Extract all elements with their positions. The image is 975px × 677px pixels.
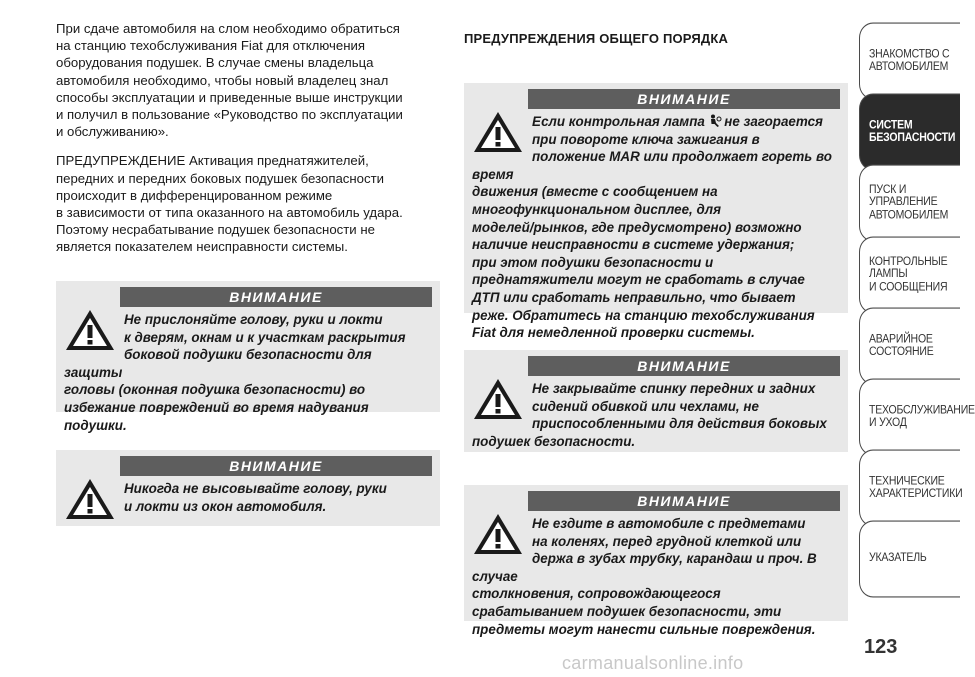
warning-triangle-icon — [472, 109, 524, 155]
warning-header: ВНИМАНИЕ — [120, 287, 432, 307]
warning-box-window — [56, 450, 440, 526]
warning-text — [472, 113, 840, 342]
warning-box-objects — [464, 485, 848, 637]
warning-box-lamp — [464, 83, 848, 341]
chapter-tabs — [859, 26, 975, 596]
warning-text: Не закрывайте спинку передних и задних сидений обивкой или чехлами, не приспособленными для действия боковых подушек безопасности. — [472, 381, 827, 449]
tab-maintenance[interactable]: ТЕХОБСЛУЖИВАНИЕ И УХОД — [859, 378, 960, 455]
warning-header: ВНИМАНИЕ — [120, 456, 432, 476]
tab-starting-driving[interactable]: ПУСК И УПРАВЛЕНИЕ АВТОМОБИЛЕМ — [859, 165, 960, 242]
tab-specifications[interactable]: ТЕХНИЧЕСКИЕ ХАРАКТЕРИСТИКИ — [859, 450, 960, 527]
warning-box-seats — [464, 350, 848, 452]
scrap-paragraph: При сдаче автомобиля на слом необходимо обратиться на станцию техобслуживания Fiat для отключения оборудования подушек. В случае смены владельца автомобиля необходимо, чтобы новый владелец знал способы эксплуатации и приведенные выше инструкции и получил в пользование «Руководство по эксплуатации и обслуживанию». — [56, 21, 403, 140]
right-column — [464, 20, 848, 47]
warning-text: Не прислоняйте голову, руки и локти к дверям, окнам и к участкам раскрытия боковой подушки безопасности для защиты головы (оконная подушка безопасности) во избежание повреждений во время надувания подушки. — [64, 312, 406, 433]
warning-header: ВНИМАНИЕ — [528, 89, 840, 109]
warning-text: Никогда не высовывайте голову, руки и локти из окон автомобиля. — [124, 481, 387, 514]
tab-emergency[interactable]: АВАРИЙНОЕ СОСТОЯНИЕ — [859, 307, 960, 384]
tab-safety[interactable]: СИСТЕМ БЕЗОПАСНОСТИ — [859, 94, 960, 171]
warning-header: ВНИМАНИЕ — [528, 356, 840, 376]
warning-box-lean — [56, 281, 440, 433]
warning-text-end: не загорается при повороте ключа зажигания в положение MAR или продолжает гореть во время движения (вместе с сообщением на многофункциональном дисплее, для моделей/рынков, где предусмотрено) возможно наличие неисправности в системе удержания; при этом подушки безопасности и преднатяжители могут не сработать в случае ДТП или сработать неправильно, что бывает реже. Обратитесь на станцию техобслуживания Fiat для немедленной проверки системы. — [472, 114, 832, 341]
warning-triangle-icon — [472, 376, 524, 422]
tab-warning-lights[interactable]: КОНТРОЛЬНЫЕ ЛАМПЫ И СООБЩЕНИЯ — [859, 236, 960, 313]
warning-paragraph: ПРЕДУПРЕЖДЕНИЕ Активация преднатяжителей, передних и передних боковых подушек безопасности происходит в дифференцированном режиме в зависимости от типа оказанного на автомобиль удара. Поэтому несрабатывание подушек безопасности не является показателем неисправности системы. — [56, 153, 403, 255]
warning-header: ВНИМАНИЕ — [528, 491, 840, 511]
page-number: 123 — [864, 636, 898, 658]
left-column — [56, 20, 446, 268]
warning-triangle-icon — [64, 307, 116, 353]
tab-intro[interactable]: ЗНАКОМСТВО С АВТОМОБИЛЕМ — [859, 23, 960, 100]
watermark: carmanualsonline.info — [562, 653, 744, 673]
warning-triangle-icon — [64, 476, 116, 522]
airbag-lamp-icon — [709, 114, 721, 128]
section-title: ПРЕДУПРЕЖДЕНИЯ ОБЩЕГО ПОРЯДКА — [464, 31, 729, 46]
tab-index[interactable]: УКАЗАТЕЛЬ — [859, 521, 960, 598]
warning-text: Не ездите в автомобиле с предметами на коленях, перед грудной клеткой или держа в зубах трубку, карандаш и проч. В случае столкновения, сопровождающегося срабатыванием подушек безопасности, эти предметы могут нанести сильные повреждения. — [472, 516, 817, 637]
warning-text-start: Если контрольная лампа — [532, 114, 709, 129]
warning-triangle-icon — [472, 511, 524, 557]
